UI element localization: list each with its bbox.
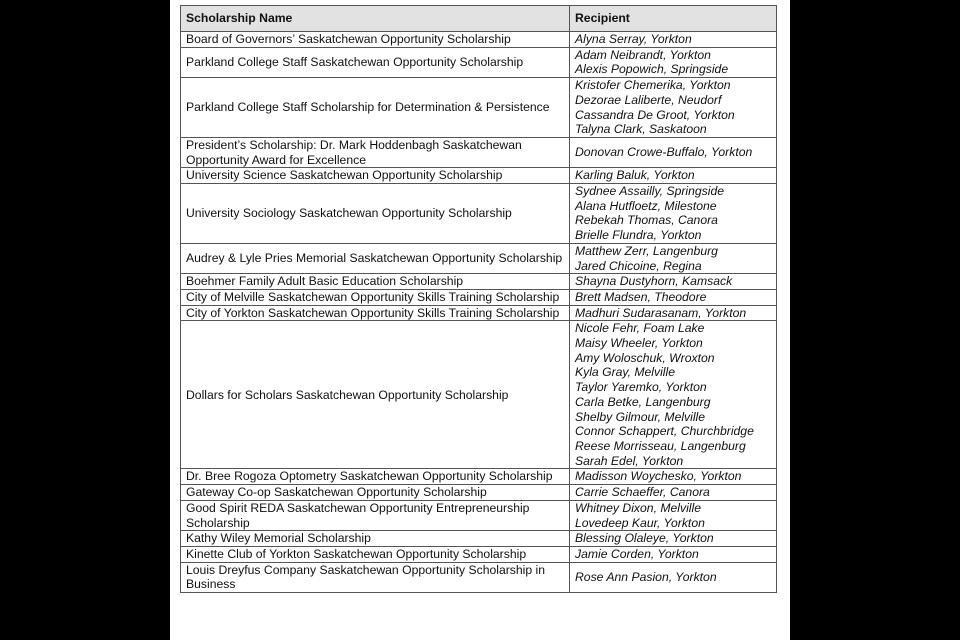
table-row xyxy=(181,47,777,77)
recipient-name: Brett Madsen, Theodore xyxy=(575,289,707,304)
recipient-cell xyxy=(570,32,777,48)
recipient-name: Amy Woloschuk, Wroxton xyxy=(575,350,715,365)
recipient-name: Madisson Woychesko, Yorkton xyxy=(575,469,742,484)
recipient-name: Brielle Flundra, Yorkton xyxy=(575,228,702,243)
table-row xyxy=(181,168,777,184)
table-row xyxy=(181,485,777,501)
recipient-cell xyxy=(570,305,777,321)
recipient-name: Rose Ann Pasion, Yorkton xyxy=(575,569,717,584)
scholarship-name-cell: City of Yorkton Saskatchewan Opportunity Skills Training Scholarship xyxy=(181,305,570,321)
recipient-name: Carla Betke, Langenburg xyxy=(575,394,711,409)
recipient-cell xyxy=(570,78,777,138)
recipient-cell xyxy=(570,168,777,184)
recipient-name: Karling Baluk, Yorkton xyxy=(575,168,695,183)
recipient-name: Connor Schappert, Churchbridge xyxy=(575,424,754,439)
scholarship-table xyxy=(180,5,777,593)
recipient-name: Lovedeep Kaur, Yorkton xyxy=(575,515,705,530)
recipient-name: Donovan Crowe-Buffalo, Yorkton xyxy=(575,145,753,160)
table-row xyxy=(181,243,777,273)
table-header-row xyxy=(181,6,777,32)
recipient-cell xyxy=(570,47,777,77)
scholarship-name-header: Scholarship Name xyxy=(181,6,570,32)
recipient-name: Sydnee Assailly, Springside xyxy=(575,184,725,199)
recipient-cell xyxy=(570,137,777,167)
scholarship-name-cell: Kathy Wiley Memorial Scholarship xyxy=(181,531,570,547)
scholarship-name-cell: University Science Saskatchewan Opportunity Scholarship xyxy=(181,168,570,184)
table-row xyxy=(181,562,777,592)
recipient-name: Dezorae Laliberte, Neudorf xyxy=(575,92,722,107)
scholarship-name-cell: Gateway Co-op Saskatchewan Opportunity Scholarship xyxy=(181,485,570,501)
recipient-name: Reese Morrisseau, Langenburg xyxy=(575,438,746,453)
scholarship-name-cell: President’s Scholarship: Dr. Mark Hoddenbagh Saskatchewan Opportunity Award for Excellence xyxy=(181,137,570,167)
recipient-name: Kristofer Chemerika, Yorkton xyxy=(575,78,731,93)
table-body xyxy=(181,32,777,593)
recipient-cell xyxy=(570,485,777,501)
table-row xyxy=(181,289,777,305)
recipient-cell xyxy=(570,500,777,530)
scholarship-name-cell: Louis Dreyfus Company Saskatchewan Opportunity Scholarship in Business xyxy=(181,562,570,592)
recipient-name: Madhuri Sudarasanam, Yorkton xyxy=(575,305,747,320)
scholarship-name-cell: Good Spirit REDA Saskatchewan Opportunity Entrepreneurship Scholarship xyxy=(181,500,570,530)
recipient-name: Jared Chicoine, Regina xyxy=(575,258,702,273)
table-row xyxy=(181,469,777,485)
recipient-name: Taylor Yaremko, Yorkton xyxy=(575,380,707,395)
recipient-name: Talyna Clark, Saskatoon xyxy=(575,122,707,137)
scholarship-name-cell: Board of Governors’ Saskatchewan Opportunity Scholarship xyxy=(181,32,570,48)
recipient-name: Alexis Popowich, Springside xyxy=(575,62,729,77)
table-row xyxy=(181,305,777,321)
scholarship-name-cell: University Sociology Saskatchewan Opportunity Scholarship xyxy=(181,184,570,244)
scholarship-name-cell: Dr. Bree Rogoza Optometry Saskatchewan Opportunity Scholarship xyxy=(181,469,570,485)
recipient-name: Adam Neibrandt, Yorkton xyxy=(575,47,711,62)
table-row xyxy=(181,546,777,562)
recipient-name: Jamie Corden, Yorkton xyxy=(575,546,699,561)
recipient-cell xyxy=(570,469,777,485)
table-row xyxy=(181,137,777,167)
scholarship-name-cell: Kinette Club of Yorkton Saskatchewan Opportunity Scholarship xyxy=(181,546,570,562)
recipient-name: Whitney Dixon, Melville xyxy=(575,500,701,515)
table-row xyxy=(181,531,777,547)
table-row xyxy=(181,274,777,290)
scholarship-name-cell: Parkland College Staff Saskatchewan Opportunity Scholarship xyxy=(181,47,570,77)
recipient-name: Alana Hutfloetz, Milestone xyxy=(575,198,717,213)
recipient-name: Rebekah Thomas, Canora xyxy=(575,213,718,228)
scholarship-name-cell: Boehmer Family Adult Basic Education Scholarship xyxy=(181,274,570,290)
table-row xyxy=(181,78,777,138)
recipient-name: Shelby Gilmour, Melville xyxy=(575,409,706,424)
table-row xyxy=(181,500,777,530)
recipient-name: Kyla Gray, Melville xyxy=(575,365,676,380)
recipient-name: Matthew Zerr, Langenburg xyxy=(575,243,718,258)
table-row xyxy=(181,32,777,48)
recipient-cell xyxy=(570,546,777,562)
scholarship-name-cell: Dollars for Scholars Saskatchewan Opportunity Scholarship xyxy=(181,321,570,469)
scholarship-name-cell: City of Melville Saskatchewan Opportunity Skills Training Scholarship xyxy=(181,289,570,305)
recipient-cell xyxy=(570,184,777,244)
recipient-cell xyxy=(570,289,777,305)
recipient-name: Nicole Fehr, Foam Lake xyxy=(575,321,705,336)
table-row xyxy=(181,184,777,244)
table-row xyxy=(181,321,777,469)
recipient-name: Shayna Dustyhorn, Kamsack xyxy=(575,274,733,289)
recipient-name: Carrie Schaeffer, Canora xyxy=(575,485,710,500)
recipient-cell xyxy=(570,562,777,592)
scholarship-name-cell: Audrey & Lyle Pries Memorial Saskatchewan Opportunity Scholarship xyxy=(181,243,570,273)
recipient-name: Cassandra De Groot, Yorkton xyxy=(575,107,735,122)
document-page xyxy=(170,0,790,640)
scholarship-name-cell: Parkland College Staff Scholarship for Determination & Persistence xyxy=(181,78,570,138)
recipient-cell xyxy=(570,243,777,273)
recipient-cell xyxy=(570,531,777,547)
recipient-header: Recipient xyxy=(570,6,777,32)
recipient-name: Blessing Olaleye, Yorkton xyxy=(575,531,714,546)
recipient-name: Sarah Edel, Yorkton xyxy=(575,453,684,468)
recipient-cell xyxy=(570,321,777,469)
recipient-name: Alyna Serray, Yorkton xyxy=(575,32,692,46)
recipient-cell xyxy=(570,274,777,290)
recipient-name: Maisy Wheeler, Yorkton xyxy=(575,336,703,351)
